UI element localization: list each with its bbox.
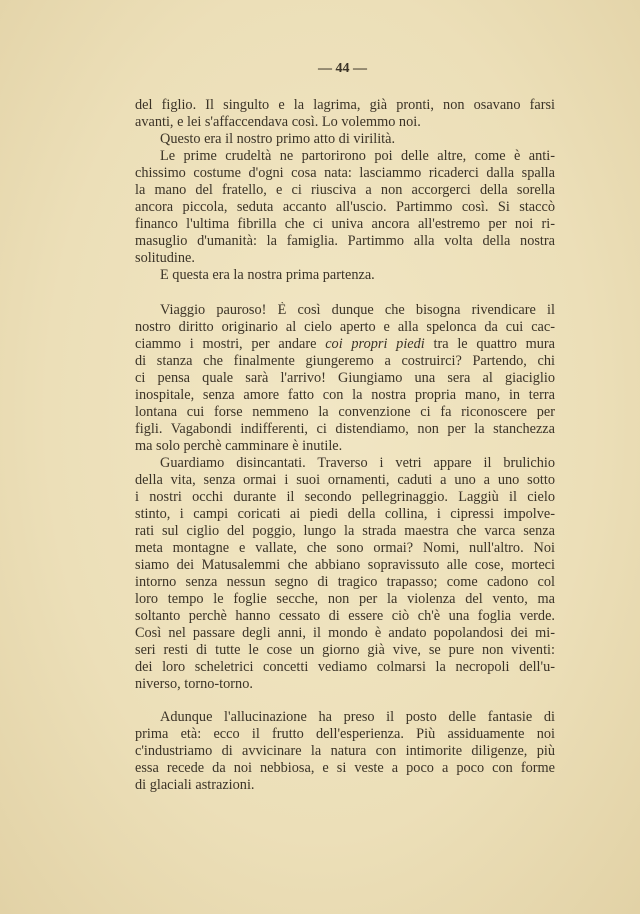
text-line: rati sul ciglio del poggio, lungo la strada maestra che varca senza <box>135 523 555 539</box>
text-line: siamo dei Matusalemmi che abbiano sopravissuto alle cose, morteci <box>135 557 555 573</box>
text-line: ma solo perchè camminare è inutile. <box>135 438 343 454</box>
text-line: stinto, i campi coricati ai piedi della collina, i cipressi impolve- <box>135 506 555 522</box>
paragraph <box>135 148 555 267</box>
text-line: intorno senza nessun segno di tragico trapasso; come cadono col <box>135 574 555 590</box>
text-line: chissimo costume d'ogni cosa nata: lasciammo ricaderci dalla spalla <box>135 165 555 181</box>
text-line: ancora piccola, seduta accanto all'uscio. Partimmo così. Si staccò <box>135 199 555 215</box>
text-line: Le prime crudeltà ne partorirono poi delle altre, come è anti- <box>160 148 555 164</box>
text-line: Guardiamo disincantati. Traverso i vetri appare il brulichio <box>160 455 555 471</box>
text-line: masuglio d'umanità: la famiglia. Partimmo alla volta della nostra <box>135 233 555 249</box>
text-line: del figlio. Il singulto e la lagrima, già pronti, non osavano farsi <box>135 97 555 113</box>
text-line: Questo era il nostro primo atto di virilità. <box>160 131 396 147</box>
text-section-2 <box>135 302 555 693</box>
text-line: Così nel passare degli anni, il mondo è andato popolandosi dei mi- <box>135 625 555 641</box>
text-line: solitudine. <box>135 250 195 266</box>
text-line: la mano del fratello, e ci riusciva a non accorgerci della sorella <box>135 182 555 198</box>
text-line: inospitale, senza amore fatto con la nostra propria mano, in terra <box>135 387 555 403</box>
paragraph <box>135 97 555 131</box>
italic-phrase: coi propri piedi <box>325 336 425 352</box>
paragraph <box>135 455 555 693</box>
text-line: ci pensa quale sarà l'arrivo! Giungiamo una sera al giaciglio <box>135 370 555 386</box>
text-line: Viaggio pauroso! È così dunque che bisogna rivendicare il <box>160 302 555 318</box>
text-line: di glaciali astrazioni. <box>135 777 255 793</box>
paragraph <box>135 709 555 794</box>
paragraph <box>135 267 555 284</box>
text-line: di stanza che finalmente giungeremo a costruirci? Partendo, chi <box>135 353 555 369</box>
text-line: Adunque l'allucinazione ha preso il posto delle fantasie di <box>160 709 555 725</box>
text-line: essa recede da noi nebbiosa, e si veste a poco a poco con forme <box>135 760 555 776</box>
text-line: i nostri occhi durante il secondo pellegrinaggio. Laggiù il cielo <box>135 489 555 505</box>
page-number: — 44 — <box>318 61 367 76</box>
paragraph <box>135 131 555 148</box>
text-line: E questa era la nostra prima partenza. <box>160 267 375 283</box>
paragraph <box>135 302 555 455</box>
text-section-1 <box>135 97 555 284</box>
text-line: seri resti di tutte le cose un giorno già vive, se pure non viventi: <box>135 642 555 658</box>
text-line: avanti, e lei s'affaccendava così. Lo volemmo noi. <box>135 114 421 130</box>
text-line: ciammo i mostri, per andare coi propri piedi tra le quattro mura <box>135 336 555 352</box>
text-line: dei loro scheletrici concetti vediamo colmarsi la necropoli dell'u- <box>135 659 555 675</box>
text-section-3 <box>135 709 555 794</box>
text-line: niverso, torno-torno. <box>135 676 253 692</box>
text-line: c'industriamo di avvicinare la natura con intimorite diligenze, più <box>135 743 555 759</box>
text-line: della vita, senza ormai i suoi ornamenti, caduti a uno a uno sotto <box>135 472 555 488</box>
text-line: figli. Vagabondi indifferenti, ci distendiamo, non per la stanchezza <box>135 421 555 437</box>
text-line: soltanto perchè hanno cessato di essere ciò ch'è una foglia verde. <box>135 608 555 624</box>
text-line: financo l'ultima fibrilla che ci univa ancora all'estremo per noi ri- <box>135 216 555 232</box>
text-line: meta montagne e vallate, che sono ormai? Nomi, null'altro. Noi <box>135 540 555 556</box>
text-line: loro tempo le foglie secche, non per la violenza del vento, ma <box>135 591 555 607</box>
text-line: nostro diritto originario al cielo aperto e alla spelonca da cui cac- <box>135 319 555 335</box>
text-line: lontana cui forse nemmeno la convenzione ci fa riconoscere per <box>135 404 555 420</box>
text-line: prima età: ecco il frutto dell'esperienza. Più assiduamente noi <box>135 726 555 742</box>
